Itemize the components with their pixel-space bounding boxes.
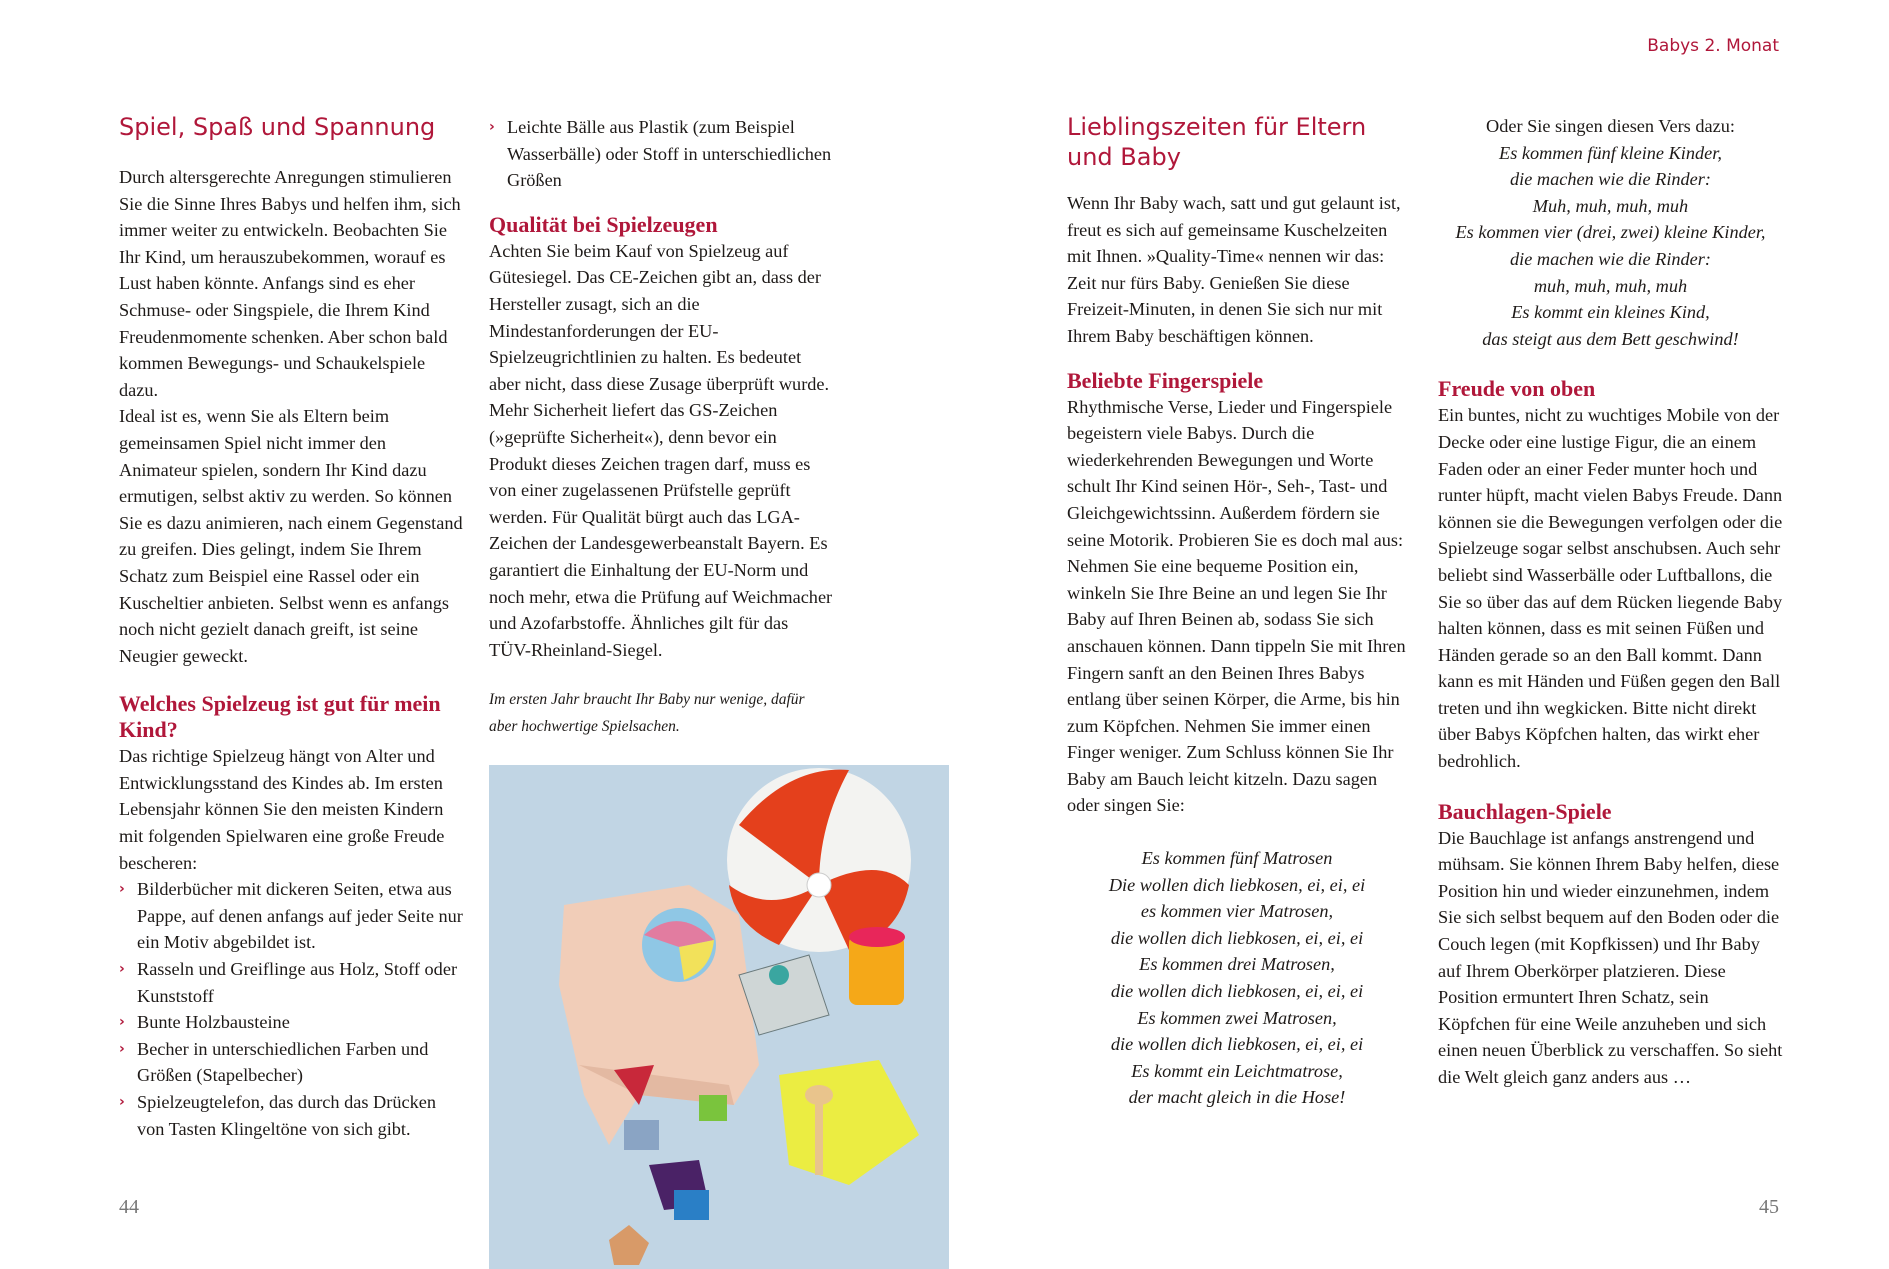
poem	[1067, 845, 1407, 1111]
verse-line: Es kommen fünf Matrosen	[1141, 848, 1333, 869]
list-item	[119, 956, 464, 1009]
verse-line: die wollen dich liebkosen, ei, ei, ei	[1110, 927, 1364, 948]
subheading: Bauchlagen-Spiele	[1438, 798, 1612, 824]
verse-line: der macht gleich in die Hose!	[1128, 1087, 1346, 1108]
chevron-right-icon: ›	[119, 961, 125, 978]
chevron-right-icon: ›	[119, 881, 125, 898]
paragraph: Das richtige Spielzeug hängt von Alter und Entwicklungsstand des Kindes ab. Im ersten Lebensjahr können Sie den meisten Kindern mit folgenden Spielwaren eine große Freude bescheren:	[119, 746, 445, 873]
list-item	[119, 1089, 464, 1142]
paragraph: Ideal ist es, wenn Sie als Eltern beim gemeinsamen Spiel nicht immer den Animateur spielen, sondern Ihr Kind dazu ermutigen, selbst aktiv zu werden. So können Sie es dazu animieren, nach einem Gegenstand zu greifen. Dies gelingt, indem Sie Ihrem Schatz zum Beispiel eine Rassel oder ein Kuscheltier anbieten. Selbst wenn es anfangs noch nicht gezielt danach greift, ist seine Neugier geweckt.	[119, 406, 463, 666]
verse-line: Es kommen vier (drei, zwei) kleine Kinder,	[1455, 222, 1766, 243]
verse-line: Es kommen fünf kleine Kinder,	[1499, 142, 1722, 163]
running-head: Babys 2. Monat	[1647, 36, 1779, 56]
verse-line: Die wollen dich liebkosen, ei, ei, ei	[1108, 874, 1366, 895]
spoon-handle	[815, 1100, 823, 1175]
verse-line: es kommen vier Matrosen,	[1140, 901, 1334, 922]
verse-line: Es kommt ein kleines Kind,	[1511, 302, 1710, 323]
stacking-cup-top	[849, 927, 905, 947]
paragraph: Rhythmische Verse, Lieder und Fingerspiele begeistern viele Babys. Durch die wiederkehrenden Bewegungen und Worte schult Ihr Kind seinen Hör-, Seh-, Tast- und Gleichgewichtssinn. Außerdem fördern sie seine Motorik. Probieren Sie es doch mal aus: Nehmen Sie eine bequeme Position ein, winkeln Sie Ihre Beine an und legen Sie Ihr Baby auf Ihren Beinen ab, sodass Sie sich anschauen können. Dann tippeln Sie mit Ihren Fingern sanft an den Beinen Ihres Babys entlang über seinen Körper, die Arme, bis hin zum Köpfchen. Nehmen Sie immer einen Finger weniger. Zum Schluss können Sie Ihr Baby am Bauch leicht kitzeln. Dazu sagen oder singen Sie:	[1067, 396, 1406, 816]
verse-intro: Oder Sie singen diesen Vers dazu:	[1486, 116, 1735, 136]
chevron-right-icon: ›	[119, 1014, 125, 1031]
subheading: Freude von oben	[1438, 376, 1596, 402]
subheading: Beliebte Fingerspiele	[1067, 367, 1264, 393]
section-title: Spiel, Spaß und Spannung	[119, 113, 436, 141]
list-item-text: Spielzeugtelefon, das durch das Drücken von Tasten Klingeltöne von sich gibt.	[137, 1092, 436, 1139]
verse-line: das steigt aus dem Bett geschwind!	[1482, 328, 1739, 349]
subheading: Welches Spielzeug ist gut für mein Kind?	[119, 691, 441, 743]
list-item-text: Becher in unterschiedlichen Farben und Größen (Stapelbecher)	[137, 1038, 429, 1086]
paragraph: Achten Sie beim Kauf von Spielzeug auf Gütesiegel. Das CE-Zeichen gibt an, dass der Hersteller zusagt, sich an die Mindestanforderungen der EU-Spielzeugrichtlinien zu halten. Es bedeutet aber nicht, dass diese Zusage überprüft wurde. Mehr Sicherheit liefert das GS-Zeichen (»geprüfte Sicherheit«), denn bevor ein Produkt dieses Zeichen tragen darf, muss es von einer zugelassenen Prüfstelle geprüft werden. Für Qualität bürgt auch das LGA-Zeichen der Landesgewerbeanstalt Bayern. Es garantiert die Einhaltung der EU-Norm und noch mehr, etwa die Prüfung auf Weichmacher und Azofarbstoffe. Ähnliches gilt für das TÜV-Rheinland-Siegel.	[489, 240, 833, 660]
verse-lines	[1438, 140, 1783, 353]
list-item-text: Bunte Holzbausteine	[137, 1012, 290, 1033]
bullet-list	[119, 876, 464, 1142]
verse-block	[1438, 113, 1783, 352]
blue-block-2	[674, 1190, 709, 1220]
chevron-right-icon: ›	[489, 119, 495, 135]
verse-line: muh, muh, muh, muh	[1533, 275, 1688, 296]
verse-line: die wollen dich liebkosen, ei, ei, ei	[1110, 1034, 1364, 1055]
verse-line: Es kommen drei Matrosen,	[1139, 954, 1335, 975]
verse-line: die machen wie die Rinder:	[1509, 169, 1712, 190]
column-3	[1067, 112, 1407, 1111]
list-item-text: Rasseln und Greiflinge aus Holz, Stoff oder Kunststoff	[137, 959, 458, 1006]
tin-toy	[769, 965, 789, 985]
page-number: 45	[1759, 1196, 1779, 1218]
paragraph: Wenn Ihr Baby wach, satt und gut gelaunt ist, freut es sich auf gemeinsame Kuschelzeiten mit Ihnen. »Quality-Time« nennen wir das: Zeit nur fürs Baby. Genießen Sie diese Freizeit-Minuten, in denen Sie sich nur mit Ihrem Baby beschäftigen können.	[1067, 193, 1401, 346]
list-item	[119, 1036, 464, 1089]
column-1	[119, 112, 464, 1142]
verse-line: Muh, muh, muh, muh	[1532, 195, 1689, 216]
list-item-text: Leichte Bälle aus Plastik (zum Beispiel Wasserbälle) oder Stoff in unterschiedlichen Größen	[507, 117, 832, 191]
subheading: Qualität bei Spielzeugen	[489, 211, 718, 237]
list-item	[119, 1009, 464, 1036]
list-item	[489, 114, 834, 194]
column-2	[489, 114, 834, 740]
verse-line: die wollen dich liebkosen, ei, ei, ei	[1110, 981, 1364, 1002]
beach-ball-cap	[807, 873, 831, 897]
paragraph: Durch altersgerechte Anregungen stimulieren Sie die Sinne Ihres Babys und helfen ihm, sich immer weiter zu entwickeln. Beobachten Sie Ihr Kind, um herauszubekommen, worauf es Lust haben könnte. Anfangs sind es eher Schmuse- oder Singspiele, die Ihrem Kind Freudenmomente schenken. Aber schon bald kommen Bewegungs- und Schaukelspiele dazu.	[119, 167, 461, 400]
verse-line: die machen wie die Rinder:	[1509, 248, 1712, 269]
paragraph: Ein buntes, nicht zu wuchtiges Mobile von der Decke oder eine lustige Figur, die an einem Faden oder an einer Feder munter hoch und runter hüpft, macht vielen Babys Freude. Dann können sie die Bewegungen verfolgen oder die Spielzeuge sogar selbst anschubsen. Auch sehr beliebt sind Wasserbälle oder Luftballons, die Sie so über das auf dem Rücken liegende Baby halten können, dass es mit seinen Füßen und Händen gerade so an den Ball kommt. Dann kann es mit Händen und Füßen gegen den Ball treten und ihn wegkicken. Bitte nicht direkt über Babys Köpfchen halten, das wirkt eher bedrohlich.	[1438, 405, 1783, 772]
verse-line: Es kommen zwei Matrosen,	[1137, 1007, 1337, 1028]
verse-line: Es kommt ein Leichtmatrose,	[1131, 1060, 1343, 1081]
chevron-right-icon: ›	[119, 1094, 125, 1110]
chevron-right-icon: ›	[119, 1040, 125, 1057]
page-number: 44	[119, 1196, 139, 1218]
blue-block	[624, 1120, 659, 1150]
section-title: Lieblingszeiten für Eltern und Baby	[1067, 113, 1367, 171]
column-4	[1438, 113, 1783, 1091]
photo-caption: Im ersten Jahr braucht Ihr Baby nur wenige, dafür aber hochwertige Spielsachen.	[489, 691, 805, 735]
toys-photo	[489, 765, 949, 1269]
list-item-text: Bilderbücher mit dickeren Seiten, etwa aus Pappe, auf denen anfangs auf jeder Seite nur ein Motiv abgebildet ist.	[137, 879, 463, 953]
green-block	[699, 1095, 727, 1121]
list-item	[119, 876, 464, 956]
paragraph: Die Bauchlage ist anfangs anstrengend und mühsam. Sie können Ihrem Baby helfen, diese Position hin und wieder einzunehmen, indem Sie sich selbst bequem auf den Boden oder die Couch legen (mit Kopfkissen) und Ihr Baby auf Ihrem Oberkörper platzieren. Diese Position ermuntert Ihren Schatz, sein Köpfchen für eine Weile anzuheben und sich einen neuen Überblick zu verschaffen. So sieht die Welt gleich ganz anders aus …	[1438, 827, 1783, 1087]
bullet-list	[489, 114, 834, 194]
